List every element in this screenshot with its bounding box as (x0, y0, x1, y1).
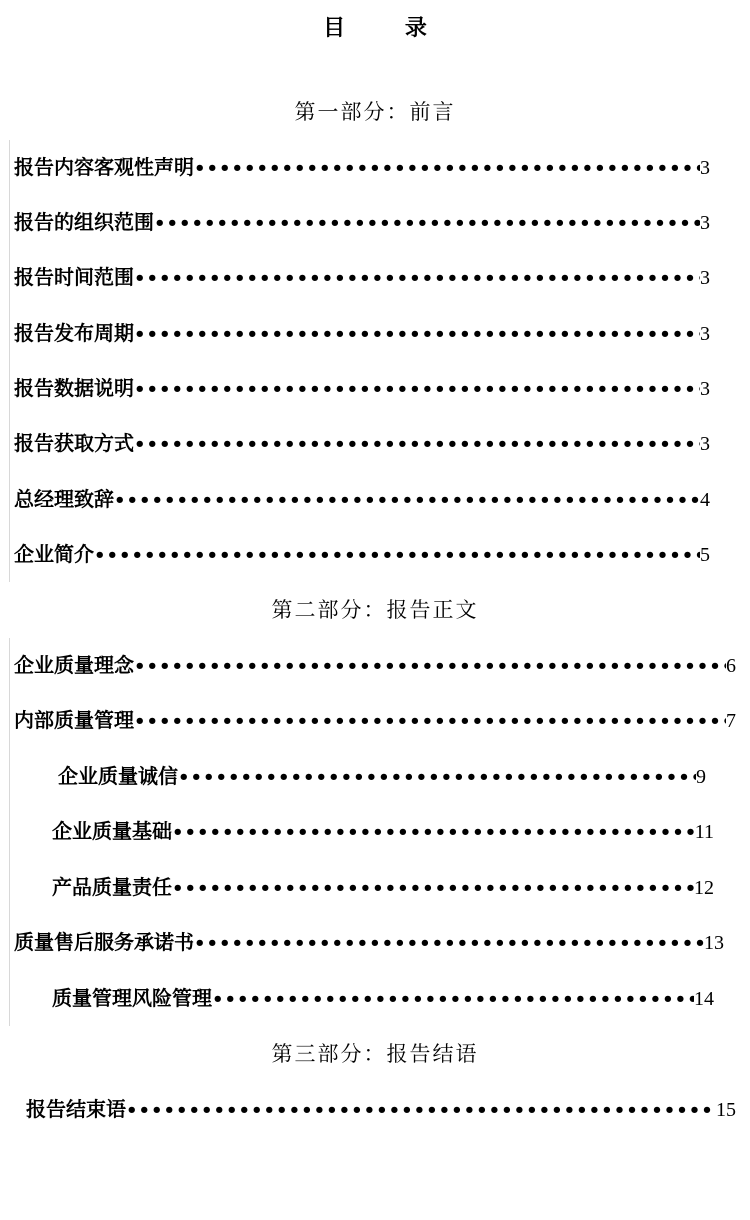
leader-dots (212, 985, 694, 1015)
leader-dots (126, 1096, 716, 1126)
leader-dots (134, 652, 726, 682)
toc-entry-page: 12 (694, 877, 714, 899)
toc-entry-page: 14 (694, 988, 714, 1010)
toc-entry[interactable] (26, 1094, 736, 1126)
toc-entry[interactable] (14, 152, 710, 184)
toc-entry-label: 报告数据说明 (14, 376, 134, 400)
toc-entry-label: 产品质量责任 (52, 875, 172, 899)
toc-entry[interactable] (14, 927, 724, 959)
toc-entry[interactable] (14, 539, 710, 571)
toc-entry[interactable] (14, 428, 710, 460)
toc-entry-page: 11 (694, 821, 714, 843)
toc-entry-label: 报告内容客观性声明 (14, 155, 194, 179)
toc-entry-page: 9 (696, 766, 706, 788)
leader-dots (134, 707, 726, 737)
leader-dots (178, 763, 696, 793)
toc-entry[interactable] (14, 650, 736, 682)
toc-title: 目 录 (323, 15, 453, 41)
toc-entry[interactable] (52, 872, 714, 904)
toc-entry-label: 报告的组织范围 (14, 210, 154, 234)
section-heading-preface: 第一部分：前言 (294, 100, 456, 124)
section-heading-closing: 第三部分：报告结语 (271, 1042, 479, 1066)
toc-entry[interactable] (14, 373, 710, 405)
toc-entry-page: 3 (700, 378, 710, 400)
section-heading-body: 第二部分：报告正文 (271, 598, 479, 622)
toc-entry-label: 报告获取方式 (14, 431, 134, 455)
toc-entry-label: 内部质量管理 (14, 708, 134, 732)
toc-entry[interactable] (14, 207, 710, 239)
toc-entry-page: 5 (700, 544, 710, 566)
toc-entry[interactable] (14, 705, 736, 737)
toc-entry-page: 3 (700, 323, 710, 345)
toc-entry[interactable] (58, 761, 706, 793)
leader-dots (94, 541, 700, 571)
toc-entry[interactable] (14, 484, 710, 516)
leader-dots (134, 264, 700, 294)
toc-entry-label: 企业质量基础 (52, 819, 172, 843)
left-margin-marker (9, 140, 10, 582)
leader-dots (172, 874, 694, 904)
left-margin-marker (9, 638, 10, 1026)
toc-entry-label: 企业简介 (14, 542, 94, 566)
toc-entry-page: 3 (700, 433, 710, 455)
toc-entry-label: 企业质量理念 (14, 653, 134, 677)
leader-dots (114, 486, 700, 516)
toc-entry-label: 报告发布周期 (14, 321, 134, 345)
toc-entry-label: 质量管理风险管理 (52, 986, 212, 1010)
toc-entry[interactable] (52, 816, 714, 848)
toc-entry-label: 企业质量诚信 (58, 764, 178, 788)
leader-dots (194, 929, 704, 959)
toc-entry-page: 6 (726, 655, 736, 677)
toc-entry-page: 4 (700, 489, 710, 511)
leader-dots (172, 818, 695, 848)
toc-entry-label: 总经理致辞 (14, 487, 114, 511)
toc-entry-label: 报告时间范围 (14, 265, 134, 289)
toc-entry-page: 3 (700, 157, 710, 179)
leader-dots (154, 209, 700, 239)
leader-dots (134, 430, 700, 460)
toc-entry-label: 报告结束语 (26, 1097, 126, 1121)
leader-dots (194, 154, 700, 184)
toc-entry-page: 15 (716, 1099, 736, 1121)
toc-entry[interactable] (52, 983, 714, 1015)
leader-dots (134, 320, 700, 350)
toc-entry-page: 13 (704, 932, 724, 954)
toc-entry[interactable] (14, 262, 710, 294)
toc-entry-page: 3 (700, 212, 710, 234)
toc-entry-page: 3 (700, 267, 710, 289)
toc-entry[interactable] (14, 318, 710, 350)
leader-dots (134, 375, 700, 405)
toc-entry-page: 7 (726, 710, 736, 732)
toc-entry-label: 质量售后服务承诺书 (14, 930, 194, 954)
